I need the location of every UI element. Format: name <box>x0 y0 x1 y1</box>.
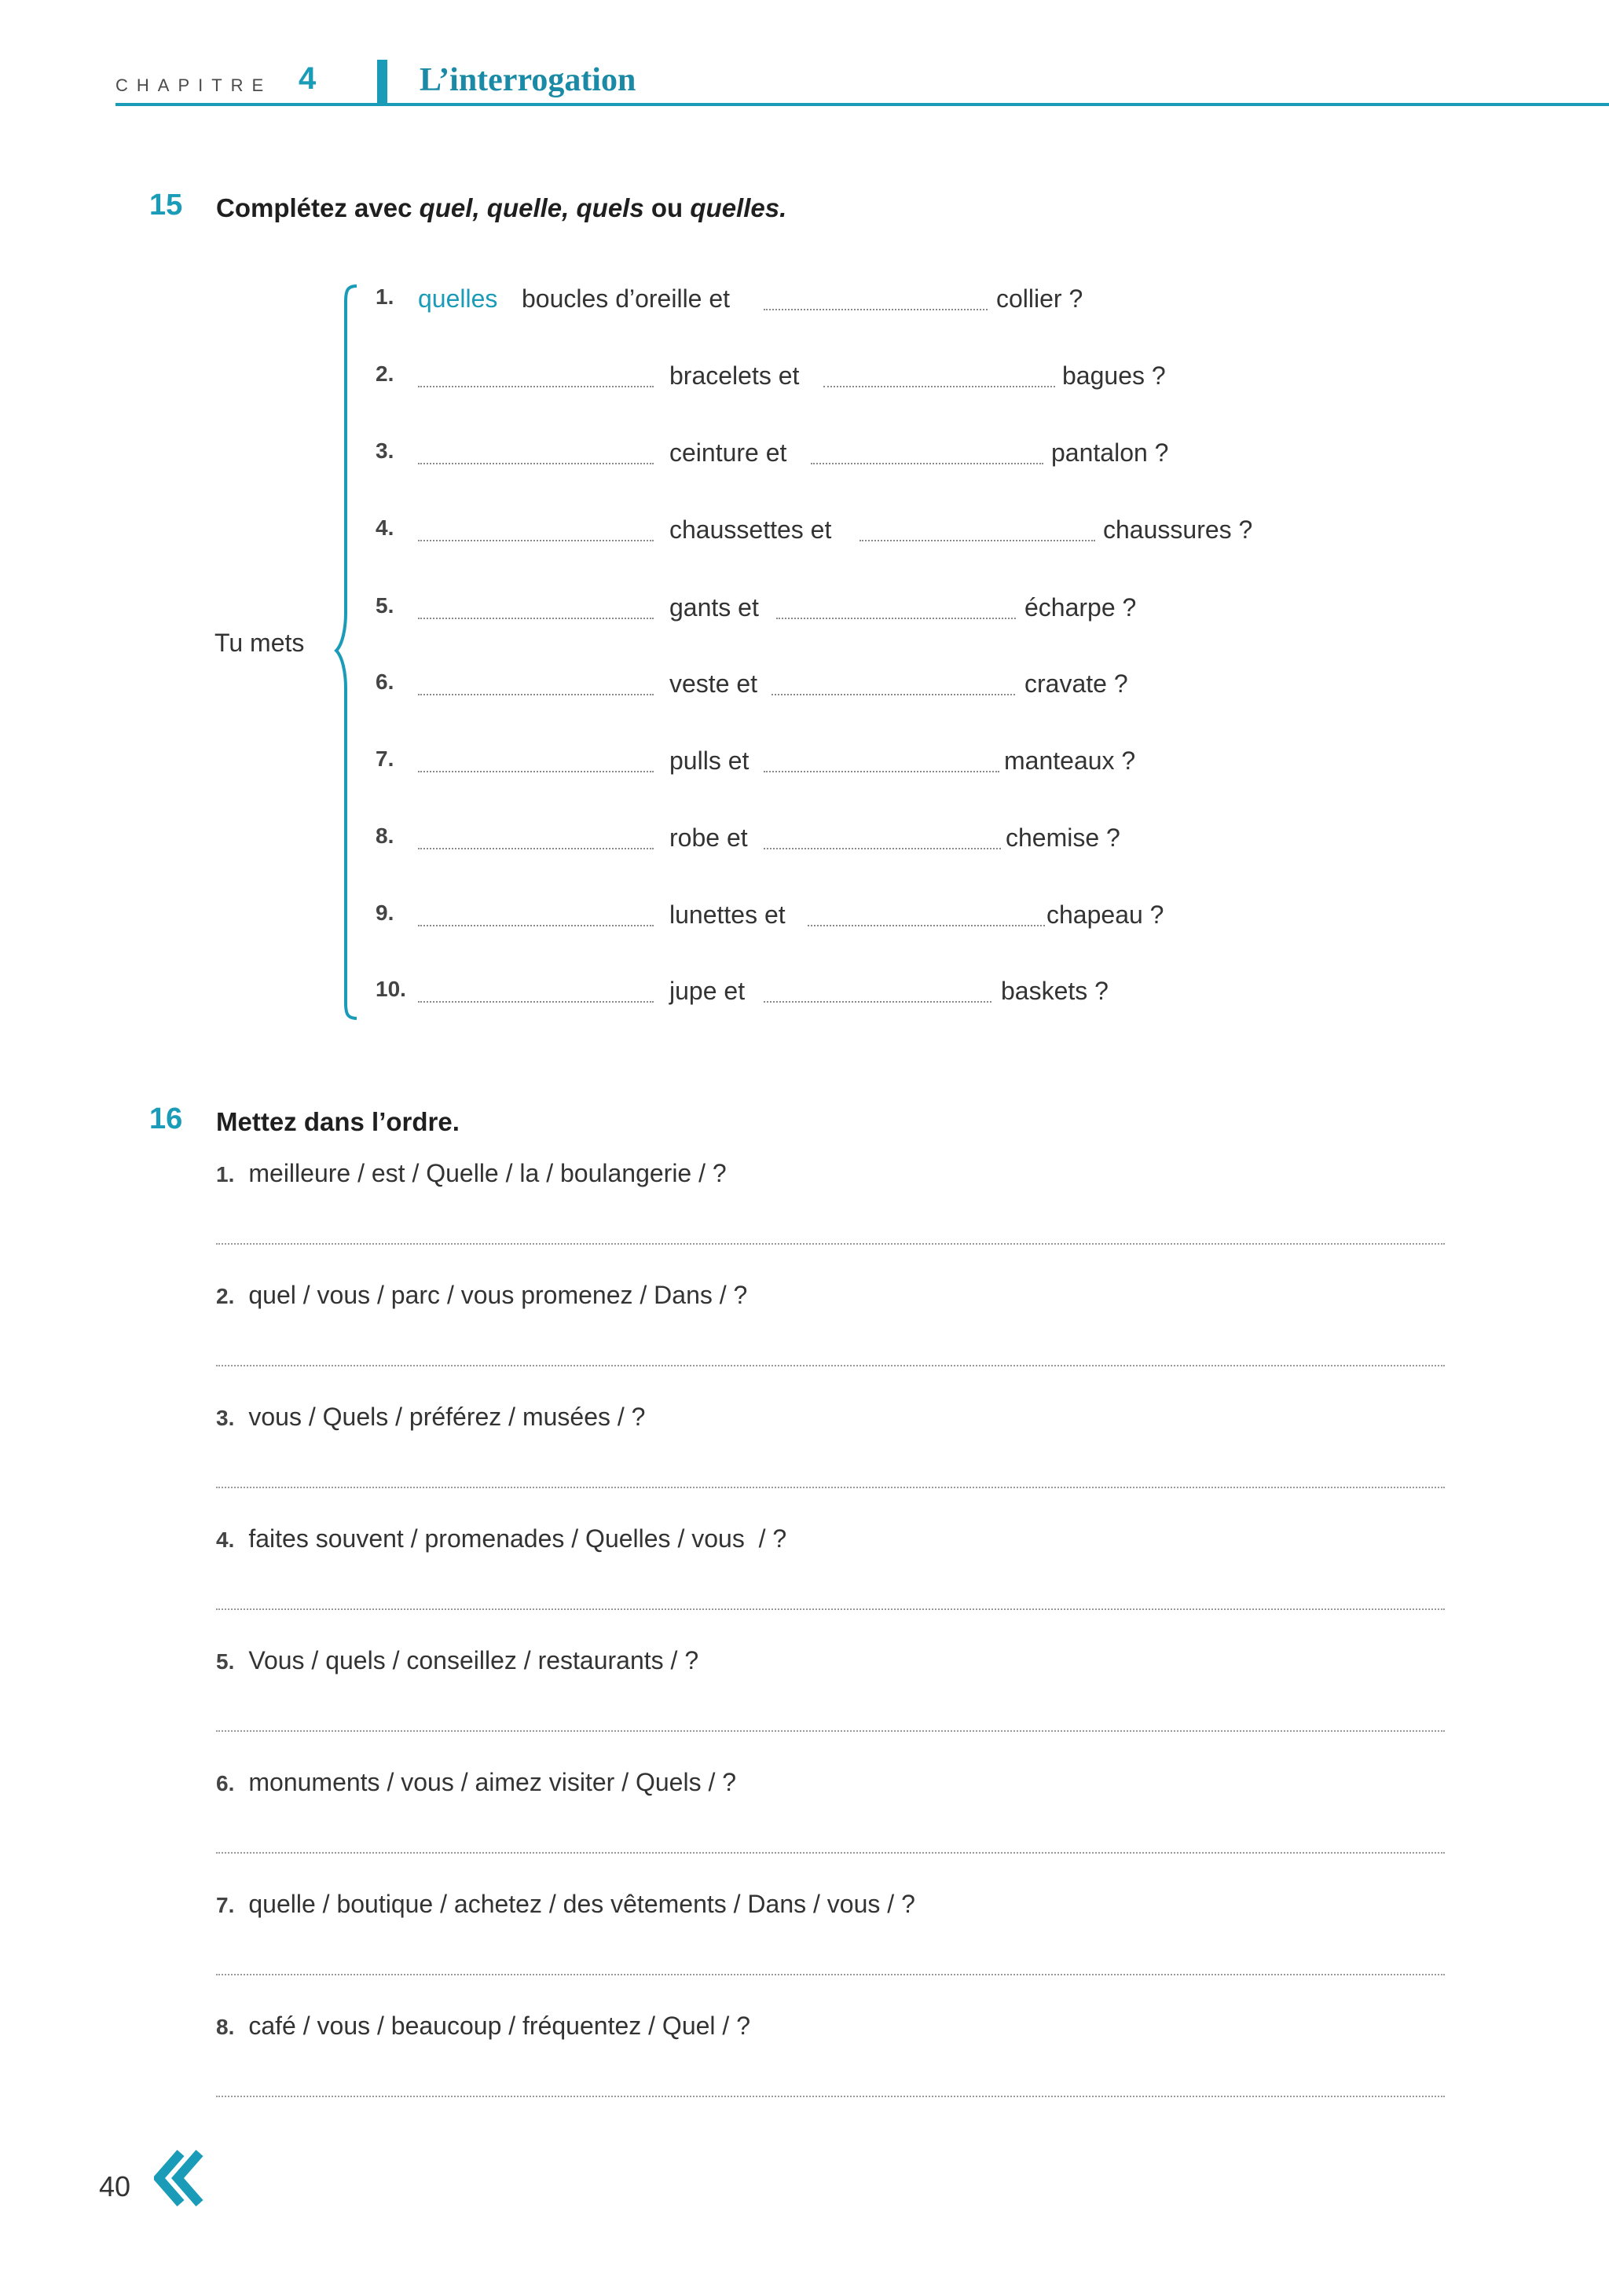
list-item <box>216 1524 786 1553</box>
item-number: 1. <box>376 284 394 309</box>
list-item <box>216 1403 645 1432</box>
answer-line[interactable] <box>216 1487 1445 1488</box>
item-text: café / vous / beaucoup / fréquentez / Quel / ? <box>248 2012 750 2040</box>
exercise-16-instruction: Mettez dans l’ordre. <box>216 1107 460 1136</box>
item-number: 5. <box>216 1649 235 1674</box>
noun-1: ceinture et <box>669 438 787 467</box>
sample-answer: quelles <box>418 284 498 313</box>
answer-line[interactable] <box>216 2096 1445 2097</box>
answer-blank[interactable] <box>418 463 654 464</box>
noun-1: bracelets et <box>669 361 800 390</box>
answer-blank[interactable] <box>764 848 1001 849</box>
item-number: 8. <box>376 823 394 848</box>
exercise-15-instruction <box>216 193 786 223</box>
noun-2: cravate ? <box>1024 669 1128 698</box>
list-item <box>216 1768 736 1797</box>
answer-blank[interactable] <box>418 848 654 849</box>
noun-1: gants et <box>669 593 759 622</box>
list-item <box>376 593 1318 629</box>
answer-line[interactable] <box>216 1730 1445 1732</box>
noun-2: chapeau ? <box>1046 900 1164 929</box>
answer-blank[interactable] <box>776 618 1016 619</box>
list-item <box>216 1281 747 1310</box>
list-item <box>376 669 1318 706</box>
list-item <box>376 823 1318 860</box>
word-ou: ou <box>651 193 684 222</box>
item-text: meilleure / est / Quelle / la / boulangerie / ? <box>248 1159 727 1187</box>
header-accent-bar <box>377 60 387 105</box>
noun-2: chemise ? <box>1006 823 1120 852</box>
answer-blank[interactable] <box>823 386 1055 387</box>
answer-blank[interactable] <box>764 309 988 310</box>
item-text: monuments / vous / aimez visiter / Quels / ? <box>248 1768 737 1796</box>
noun-1: lunettes et <box>669 900 786 929</box>
list-item <box>376 438 1318 475</box>
chapter-label: CHAPITRE <box>115 75 273 95</box>
answer-blank[interactable] <box>764 1001 991 1003</box>
answer-blank[interactable] <box>764 771 999 772</box>
answer-line[interactable] <box>216 1365 1445 1366</box>
answer-blank[interactable] <box>808 925 1045 926</box>
lead-text: Tu mets <box>214 629 305 657</box>
answer-blank[interactable] <box>772 694 1015 695</box>
page-number: 40 <box>99 2170 131 2202</box>
answer-blank[interactable] <box>418 771 654 772</box>
list-item <box>216 2012 750 2041</box>
noun-1: chaussettes et <box>669 515 832 544</box>
answer-blank[interactable] <box>418 694 654 695</box>
noun-2: manteaux ? <box>1004 746 1136 775</box>
item-text: faites souvent / promenades / Quelles / vous / ? <box>248 1524 787 1553</box>
item-number: 4. <box>376 515 394 540</box>
item-number: 1. <box>216 1162 235 1187</box>
word-quelles: quelles. <box>690 193 787 222</box>
answer-blank[interactable] <box>418 1001 654 1003</box>
noun-1: robe et <box>669 823 748 852</box>
word-quels: quels <box>576 193 644 222</box>
curly-brace <box>333 283 365 1021</box>
item-number: 10. <box>376 977 406 1001</box>
noun-1: boucles d’oreille et <box>522 284 731 313</box>
item-number: 6. <box>216 1771 235 1795</box>
answer-blank[interactable] <box>811 463 1043 464</box>
answer-blank[interactable] <box>418 925 654 926</box>
noun-1: veste et <box>669 669 758 698</box>
answer-line[interactable] <box>216 1974 1445 1975</box>
answer-blank[interactable] <box>418 540 654 541</box>
header-rule <box>115 103 1609 106</box>
list-item <box>376 746 1318 783</box>
item-number: 9. <box>376 900 394 925</box>
answer-blank[interactable] <box>418 386 654 387</box>
noun-2: baskets ? <box>1001 977 1109 1005</box>
list-item <box>216 1646 698 1675</box>
item-text: quel / vous / parc / vous promenez / Dans / ? <box>248 1281 748 1309</box>
list-item <box>216 1159 727 1188</box>
noun-2: bagues ? <box>1062 361 1166 390</box>
list-item <box>216 1890 915 1919</box>
answer-line[interactable] <box>216 1243 1445 1245</box>
chapter-number: 4 <box>299 61 317 96</box>
item-number: 7. <box>376 746 394 771</box>
item-number: 5. <box>376 593 394 618</box>
noun-1: jupe et <box>669 977 746 1005</box>
noun-2: chaussures ? <box>1103 515 1253 544</box>
noun-2: collier ? <box>996 284 1083 313</box>
list-item <box>376 900 1318 937</box>
list-item <box>376 515 1318 552</box>
item-number: 8. <box>216 2015 235 2039</box>
noun-2: écharpe ? <box>1024 593 1137 622</box>
list-item <box>376 361 1318 398</box>
answer-blank[interactable] <box>418 618 654 619</box>
word-quelle: quelle, <box>486 193 570 222</box>
exercise-15-number: 15 <box>149 189 183 222</box>
item-number: 3. <box>216 1406 235 1430</box>
item-number: 7. <box>216 1893 235 1917</box>
item-number: 2. <box>376 361 394 386</box>
item-number: 2. <box>216 1284 235 1308</box>
item-number: 3. <box>376 438 394 463</box>
answer-line[interactable] <box>216 1852 1445 1854</box>
answer-line[interactable] <box>216 1608 1445 1610</box>
noun-2: pantalon ? <box>1051 438 1169 467</box>
item-text: Vous / quels / conseillez / restaurants / ? <box>248 1646 699 1674</box>
answer-blank[interactable] <box>859 540 1095 541</box>
item-number: 6. <box>376 669 394 694</box>
chapter-title: L’interrogation <box>420 62 636 98</box>
item-number: 4. <box>216 1528 235 1552</box>
exercise-16-number: 16 <box>149 1102 183 1135</box>
item-text: quelle / boutique / achetez / des vêtements / Dans / vous / ? <box>248 1890 915 1918</box>
instruction-prefix: Complétez avec <box>216 193 412 222</box>
item-text: vous / Quels / préférez / musées / ? <box>248 1403 646 1431</box>
word-quel: quel, <box>419 193 480 222</box>
noun-1: pulls et <box>669 746 750 775</box>
list-item <box>376 977 1318 1013</box>
double-chevron-left-icon[interactable] <box>154 2150 206 2206</box>
list-item <box>376 284 1318 321</box>
